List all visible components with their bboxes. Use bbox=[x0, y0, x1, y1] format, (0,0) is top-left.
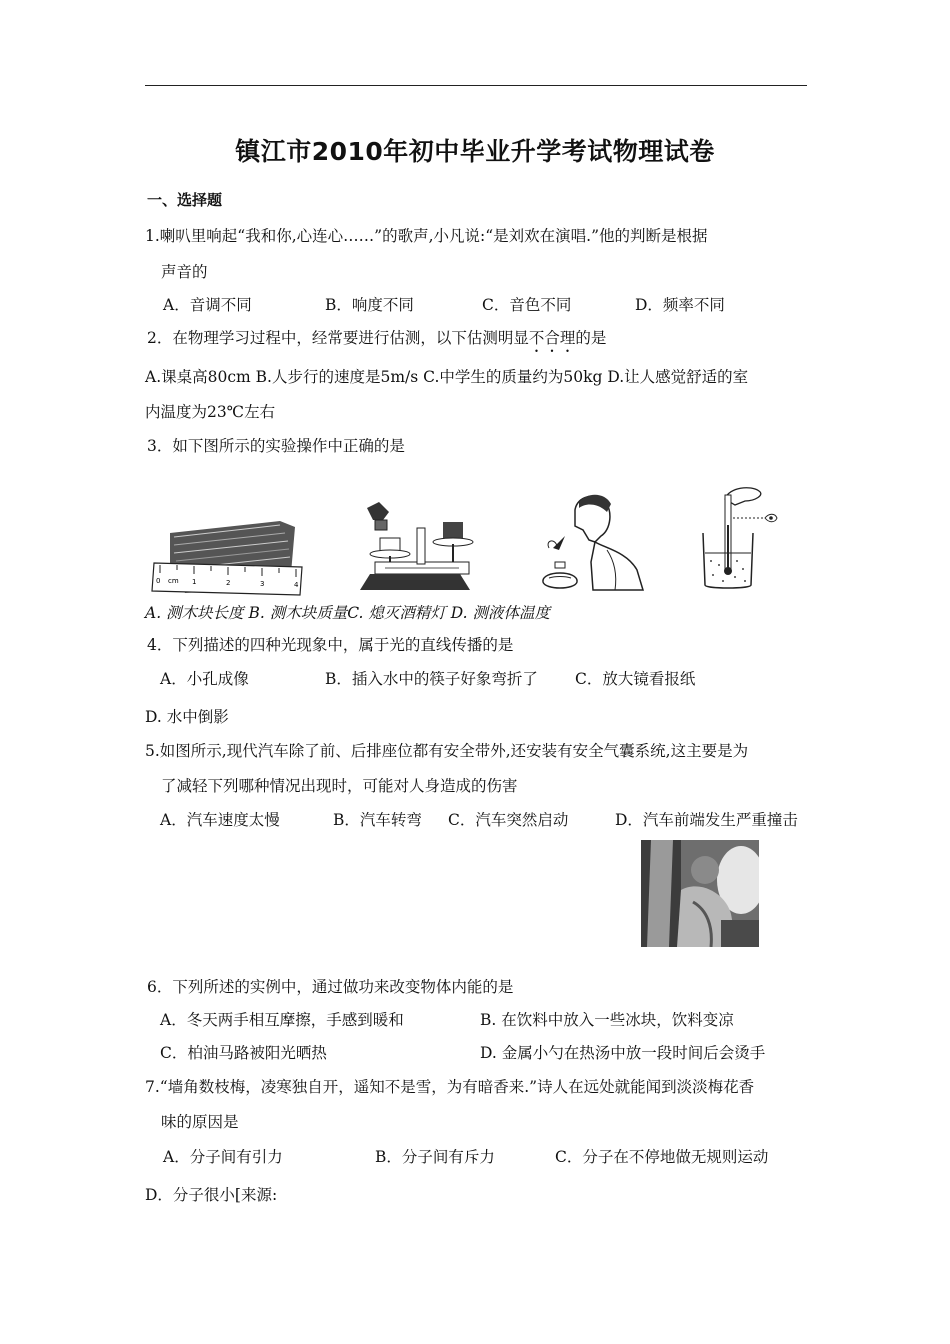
q2-stem-emphasis: 不合理 bbox=[528, 329, 576, 347]
q4-option-b: B．插入水中的筷子好象弯折了 bbox=[325, 670, 538, 688]
q2-options-line: A.课桌高80cm B.人步行的速度是5m/s C.中学生的质量约为50kg D.让人感觉舒适的室 bbox=[145, 368, 749, 386]
q6-option-d: D. 金属小勺在热汤中放一段时间后会烫手 bbox=[480, 1044, 766, 1062]
header-rule bbox=[145, 85, 807, 86]
q2-stem-after: 的是 bbox=[575, 329, 607, 347]
q2-stem bbox=[147, 326, 606, 356]
q5-option-b: B．汽车转弯 bbox=[333, 811, 422, 829]
ruler-label-0: 0 bbox=[156, 577, 161, 585]
q4-option-d: D. 水中倒影 bbox=[145, 708, 229, 726]
q6-option-a: A．冬天两手相互摩擦，手感到暖和 bbox=[160, 1011, 404, 1029]
section-heading: 一、选择题 bbox=[147, 191, 223, 209]
q4-option-a: A．小孔成像 bbox=[160, 670, 249, 688]
q6-option-b: B. 在饮料中放入一些冰块，饮料变凉 bbox=[480, 1011, 734, 1029]
figure-b-balance bbox=[345, 498, 480, 593]
q6-option-c: C．柏油马路被阳光晒热 bbox=[160, 1044, 327, 1062]
figure-c-alcohol-lamp bbox=[535, 490, 647, 600]
q1-stem-line2: 声音的 bbox=[161, 263, 208, 281]
q2-stem-before: 2．在物理学习过程中，经常要进行估测，以下估测明显 bbox=[147, 329, 529, 347]
q4-option-c: C．放大镜看报纸 bbox=[575, 670, 696, 688]
ruler-label-cm: cm bbox=[168, 577, 179, 585]
page-title: 镇江市2010年初中毕业升学考试物理试卷 bbox=[235, 137, 715, 166]
ruler-label-2: 2 bbox=[226, 579, 231, 587]
ruler-label-4: 4 bbox=[294, 581, 299, 589]
ruler-icon bbox=[152, 563, 302, 595]
q4-stem: 4．下列描述的四种光现象中，属于光的直线传播的是 bbox=[147, 636, 514, 654]
q7-stem-line2: 味的原因是 bbox=[161, 1113, 239, 1131]
balance-scale-icon bbox=[360, 522, 473, 590]
airbag-photo bbox=[641, 840, 759, 947]
q5-option-a: A．汽车速度太慢 bbox=[160, 811, 280, 829]
q7-option-a: A．分子间有引力 bbox=[163, 1148, 283, 1166]
q6-stem: 6．下列所述的实例中，通过做功来改变物体内能的是 bbox=[147, 978, 514, 996]
ruler-label-1: 1 bbox=[192, 578, 197, 586]
ruler-label-3: 3 bbox=[260, 580, 265, 588]
alcohol-lamp-icon bbox=[543, 536, 577, 588]
q3-captions: A. 测木块长度 B. 测木块质量C. 熄灭酒精灯 D. 测液体温度 bbox=[145, 604, 551, 622]
q7-option-d: D．分子很小[来源: bbox=[145, 1186, 278, 1204]
q7-option-b: B．分子间有斥力 bbox=[375, 1148, 495, 1166]
q5-stem-line1: 5.如图所示,现代汽车除了前、后排座位都有安全带外,还安装有安全气囊系统,这主要是为 bbox=[145, 742, 749, 760]
q5-option-d: D．汽车前端发生严重撞击 bbox=[615, 811, 798, 829]
q1-option-d: D．频率不同 bbox=[635, 296, 725, 314]
q5-stem-line2: 了减轻下列哪种情况出现时，可能对人身造成的伤害 bbox=[161, 777, 518, 795]
q5-option-c: C．汽车突然启动 bbox=[448, 811, 569, 829]
q1-option-c: C．音色不同 bbox=[482, 296, 572, 314]
q1-stem-line1: 1.喇叭里响起“我和你,心连心……”的歌声,小凡说:“是刘欢在演唱.”他的判断是根据 bbox=[145, 227, 708, 245]
figure-a-ruler-wood bbox=[150, 515, 310, 605]
thermometer-icon bbox=[724, 495, 732, 575]
person-icon bbox=[575, 495, 643, 590]
figure-d-thermometer bbox=[695, 485, 790, 595]
q7-stem-line1: 7.“墙角数枝梅，凌寒独自开，遥知不是雪，为有暗香来.”诗人在远处就能闻到淡淡梅花香 bbox=[145, 1078, 755, 1096]
q7-option-c: C．分子在不停地做无规则运动 bbox=[555, 1148, 769, 1166]
q2-options-line2: 内温度为23℃左右 bbox=[145, 403, 276, 421]
hand-with-block-icon bbox=[367, 502, 389, 530]
eye-icon bbox=[733, 514, 777, 522]
q3-stem: 3．如下图所示的实验操作中正确的是 bbox=[147, 437, 405, 455]
q1-option-a: A．音调不同 bbox=[163, 296, 252, 314]
q1-option-b: B．响度不同 bbox=[325, 296, 414, 314]
